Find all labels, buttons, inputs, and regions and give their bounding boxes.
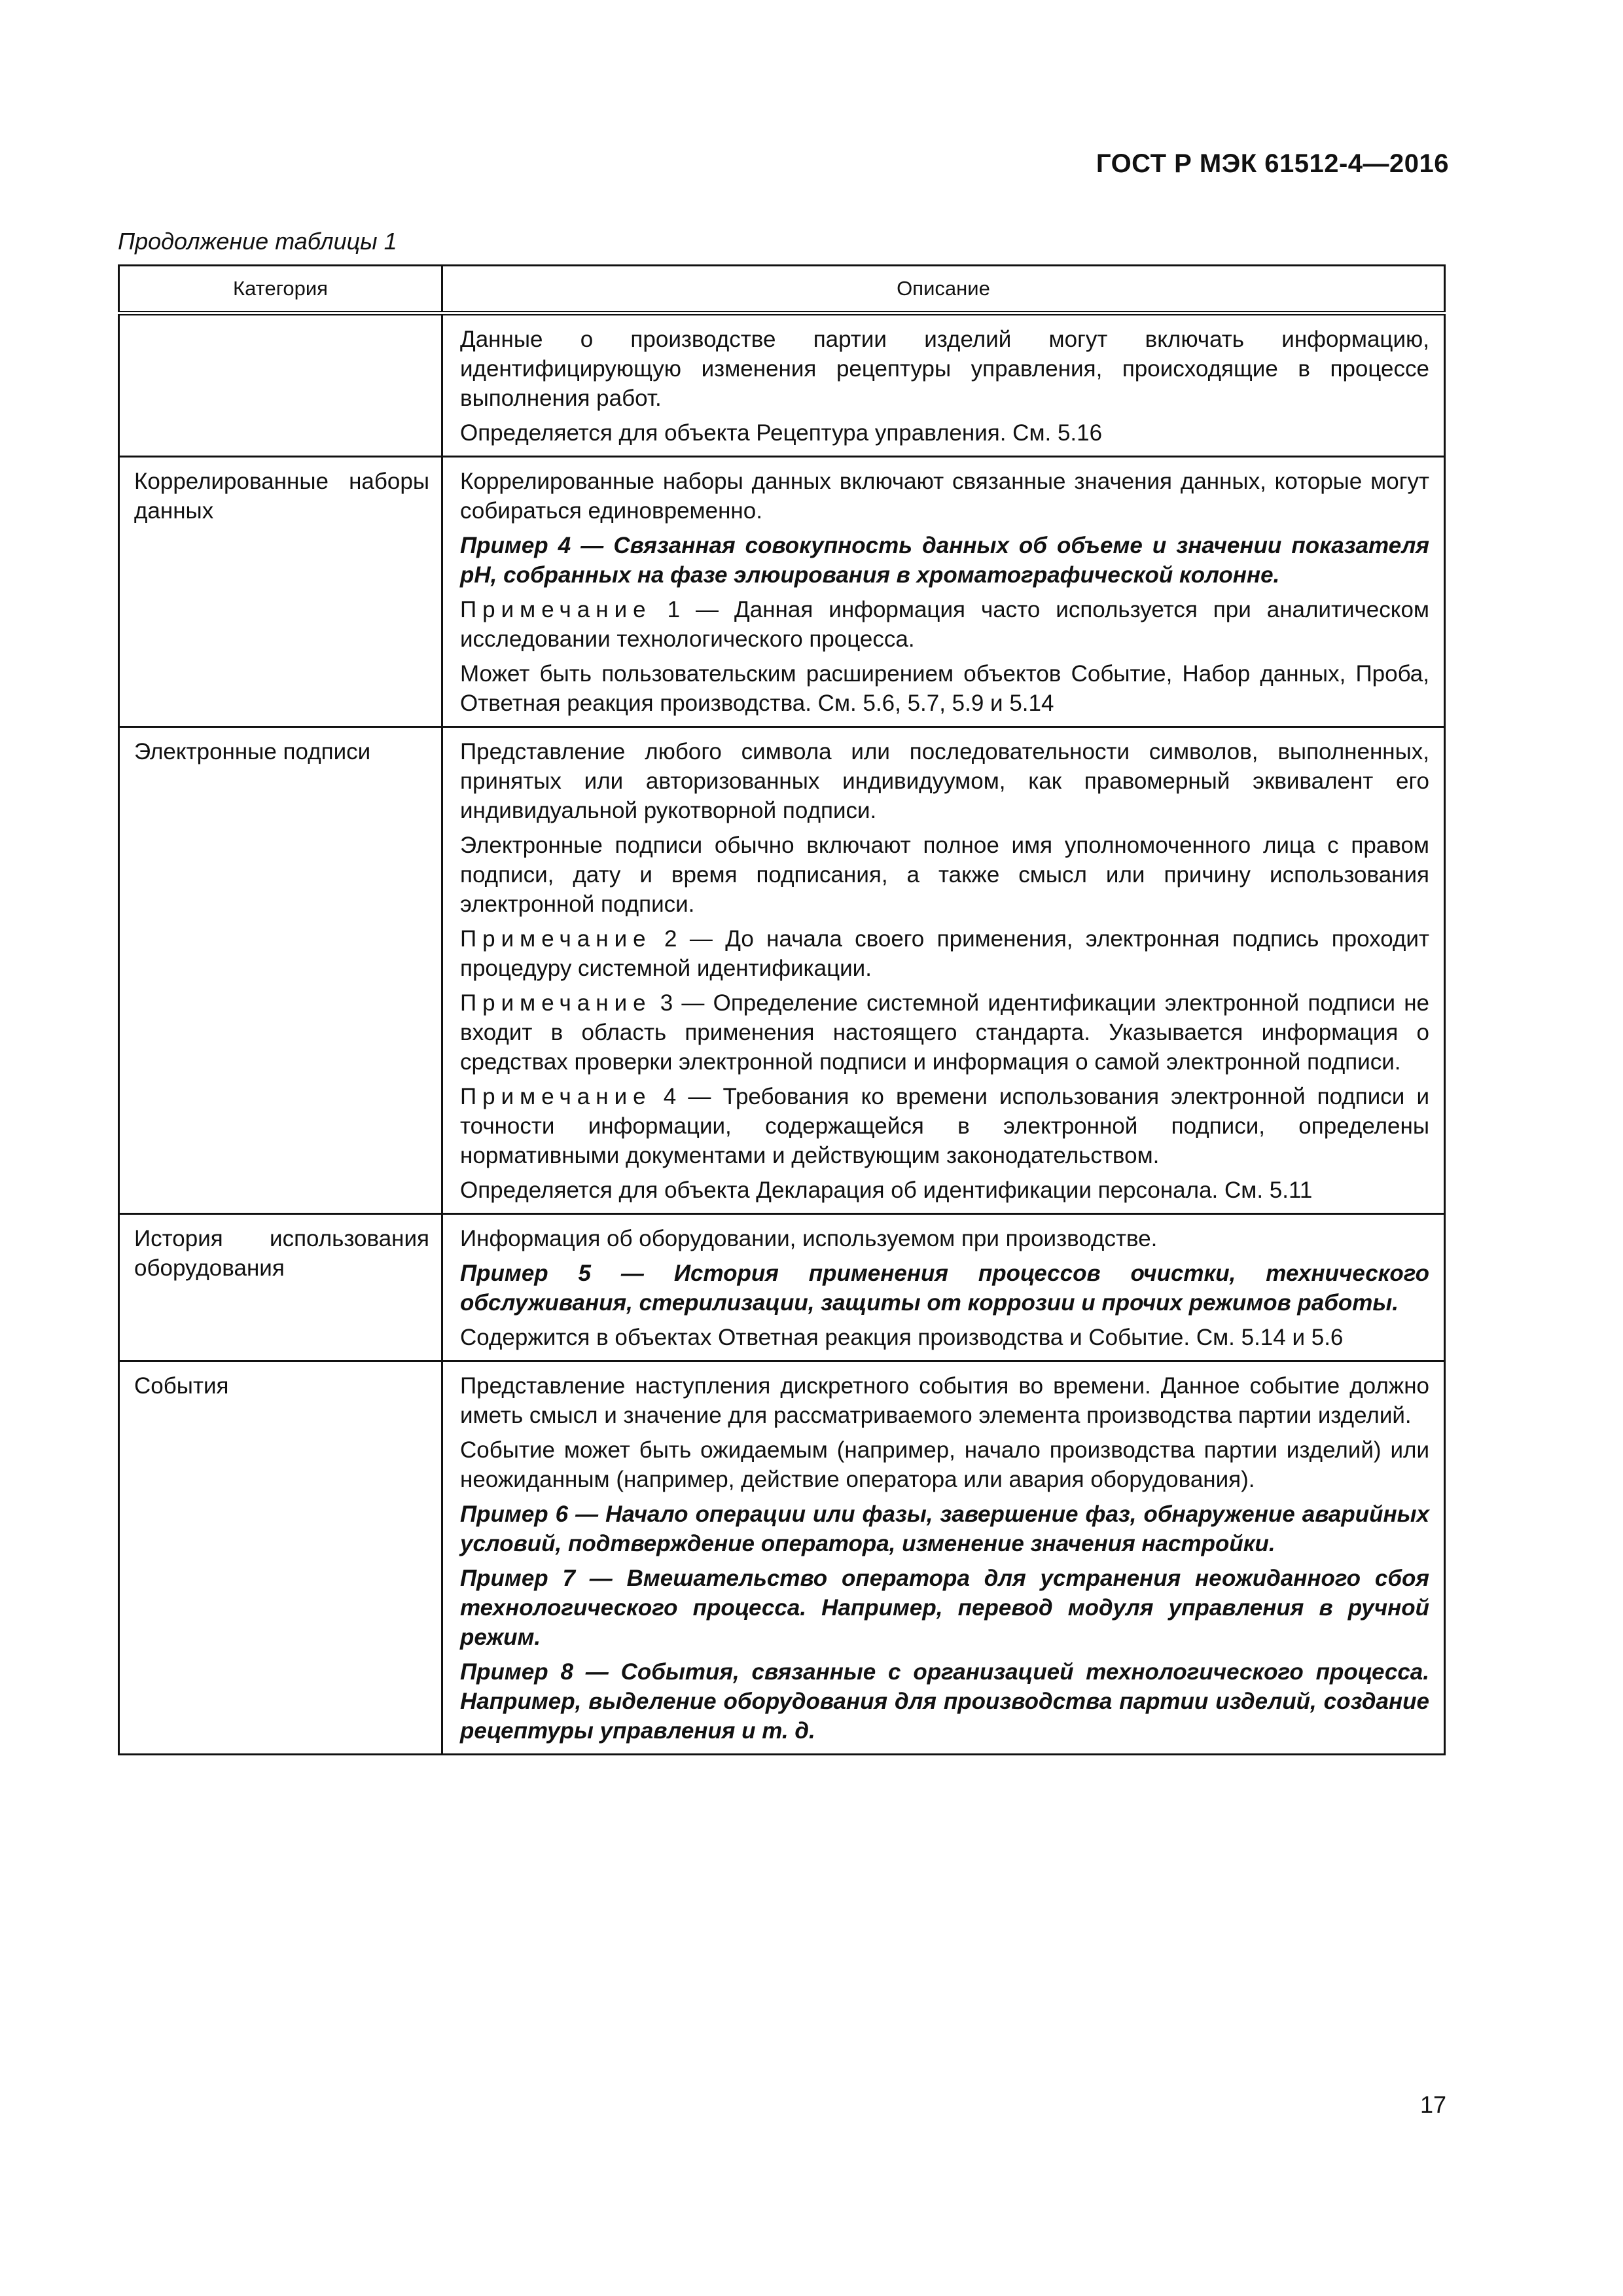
description-paragraph: Данные о производстве партии изделий могут включать информацию, идентифицирующую изменения рецептуры управления, происходящие в процессе выполнения работ. xyxy=(460,327,1429,411)
description-cell xyxy=(442,1214,1445,1361)
description-paragraph: Событие может быть ожидаемым (например, начало производства партии изделий) или неожиданным (например, действие оператора или авария оборудования). xyxy=(460,1437,1429,1492)
reference-paragraph: Определяется для объекта Декларация об идентификации персонала. См. 5.11 xyxy=(460,1177,1313,1203)
note-paragraph: Примечание 1 — Данная информация часто используется при аналитическом исследовании технологического процесса. xyxy=(460,597,1429,652)
note-label: Примечание xyxy=(460,926,652,952)
note-label: Примечание xyxy=(460,1084,652,1109)
column-header-category: Категория xyxy=(119,266,442,314)
table-row xyxy=(119,727,1445,1214)
column-header-description: Описание xyxy=(442,266,1445,314)
description-paragraph: Электронные подписи обычно включают полное имя уполномоченного лица с правом подписи, дату и время подписания, а также смысл или причину использования электронной подписи. xyxy=(460,833,1429,917)
note-label: Примечание xyxy=(460,990,652,1016)
category-cell: События xyxy=(119,1361,442,1755)
note-paragraph: Примечание 4 — Требования ко времени использования электронной подписи и точности информации, содержащейся в электронной подписи, определены нормативными документами и действующим законодательством. xyxy=(460,1084,1429,1168)
note-paragraph: Примечание 3 — Определение системной идентификации электронной подписи не входит в область применения настоящего стандарта. Указывается информация о средствах проверки электронной подписи и информация о самой электронной подписи. xyxy=(460,990,1429,1075)
reference-paragraph: Может быть пользовательским расширением объектов Событие, Набор данных, Проба, Ответная реакция производства. См. 5.6, 5.7, 5.9 и 5.14 xyxy=(460,661,1429,716)
example-paragraph: Пример 8 — События, связанные с организацией технологического процесса. Например, выделение оборудования для производства партии изделий, создание рецептуры управления и т. д. xyxy=(460,1659,1429,1744)
description-paragraph: Информация об оборудовании, используемом при производстве. xyxy=(460,1226,1158,1251)
description-paragraph: Коррелированные наборы данных включают связанные значения данных, которые могут собираться единовременно. xyxy=(460,469,1429,524)
table-row xyxy=(119,314,1445,457)
example-paragraph: Пример 5 — История применения процессов очистки, технического обслуживания, стерилизации, защиты от коррозии и прочих режимов работы. xyxy=(460,1261,1429,1316)
description-cell xyxy=(442,314,1445,457)
example-paragraph: Пример 6 — Начало операции или фазы, завершение фаз, обнаружение аварийных условий, подтверждение оператора, изменение значения настройки. xyxy=(460,1501,1429,1556)
example-paragraph: Пример 7 — Вмешательство оператора для устранения неожиданного сбоя технологического процесса. Например, перевод модуля управления в ручной режим. xyxy=(460,1566,1429,1650)
table-row xyxy=(119,457,1445,727)
note-paragraph: Примечание 2 — До начала своего применения, электронная подпись проходит процедуру системной идентификации. xyxy=(460,926,1429,981)
category-cell xyxy=(119,314,442,457)
reference-paragraph: Содержится в объектах Ответная реакция производства и Событие. См. 5.14 и 5.6 xyxy=(460,1325,1344,1350)
description-cell xyxy=(442,457,1445,727)
description-cell xyxy=(442,727,1445,1214)
table-row xyxy=(119,1361,1445,1755)
description-paragraph: Представление любого символа или последовательности символов, выполненных, принятых или авторизованных индивидуумом, как правомерный эквивалент его индивидуальной рукотворной подписи. xyxy=(460,739,1429,823)
table-caption: Продолжение таблицы 1 xyxy=(118,228,397,255)
category-cell: История использования оборудования xyxy=(119,1214,442,1361)
description-paragraph: Представление наступления дискретного события во времени. Данное событие должно иметь смысл и значение для рассматриваемого элемента производства партии изделий. xyxy=(460,1373,1429,1428)
reference-paragraph: Определяется для объекта Рецептура управления. См. 5.16 xyxy=(460,420,1103,446)
description-cell xyxy=(442,1361,1445,1755)
table-row xyxy=(119,1214,1445,1361)
note-label: Примечание xyxy=(460,597,652,622)
category-cell: Электронные подписи xyxy=(119,727,442,1214)
example-paragraph: Пример 4 — Связанная совокупность данных об объеме и значении показателя pH, собранных на фазе элюирования в хроматографической колонне. xyxy=(460,533,1429,588)
page-number: 17 xyxy=(1419,2091,1446,2118)
category-cell: Коррелированные наборы данных xyxy=(119,457,442,727)
table-header-row xyxy=(119,266,1445,314)
definitions-table xyxy=(118,264,1446,1755)
standard-code: ГОСТ Р МЭК 61512-4—2016 xyxy=(1096,149,1449,178)
